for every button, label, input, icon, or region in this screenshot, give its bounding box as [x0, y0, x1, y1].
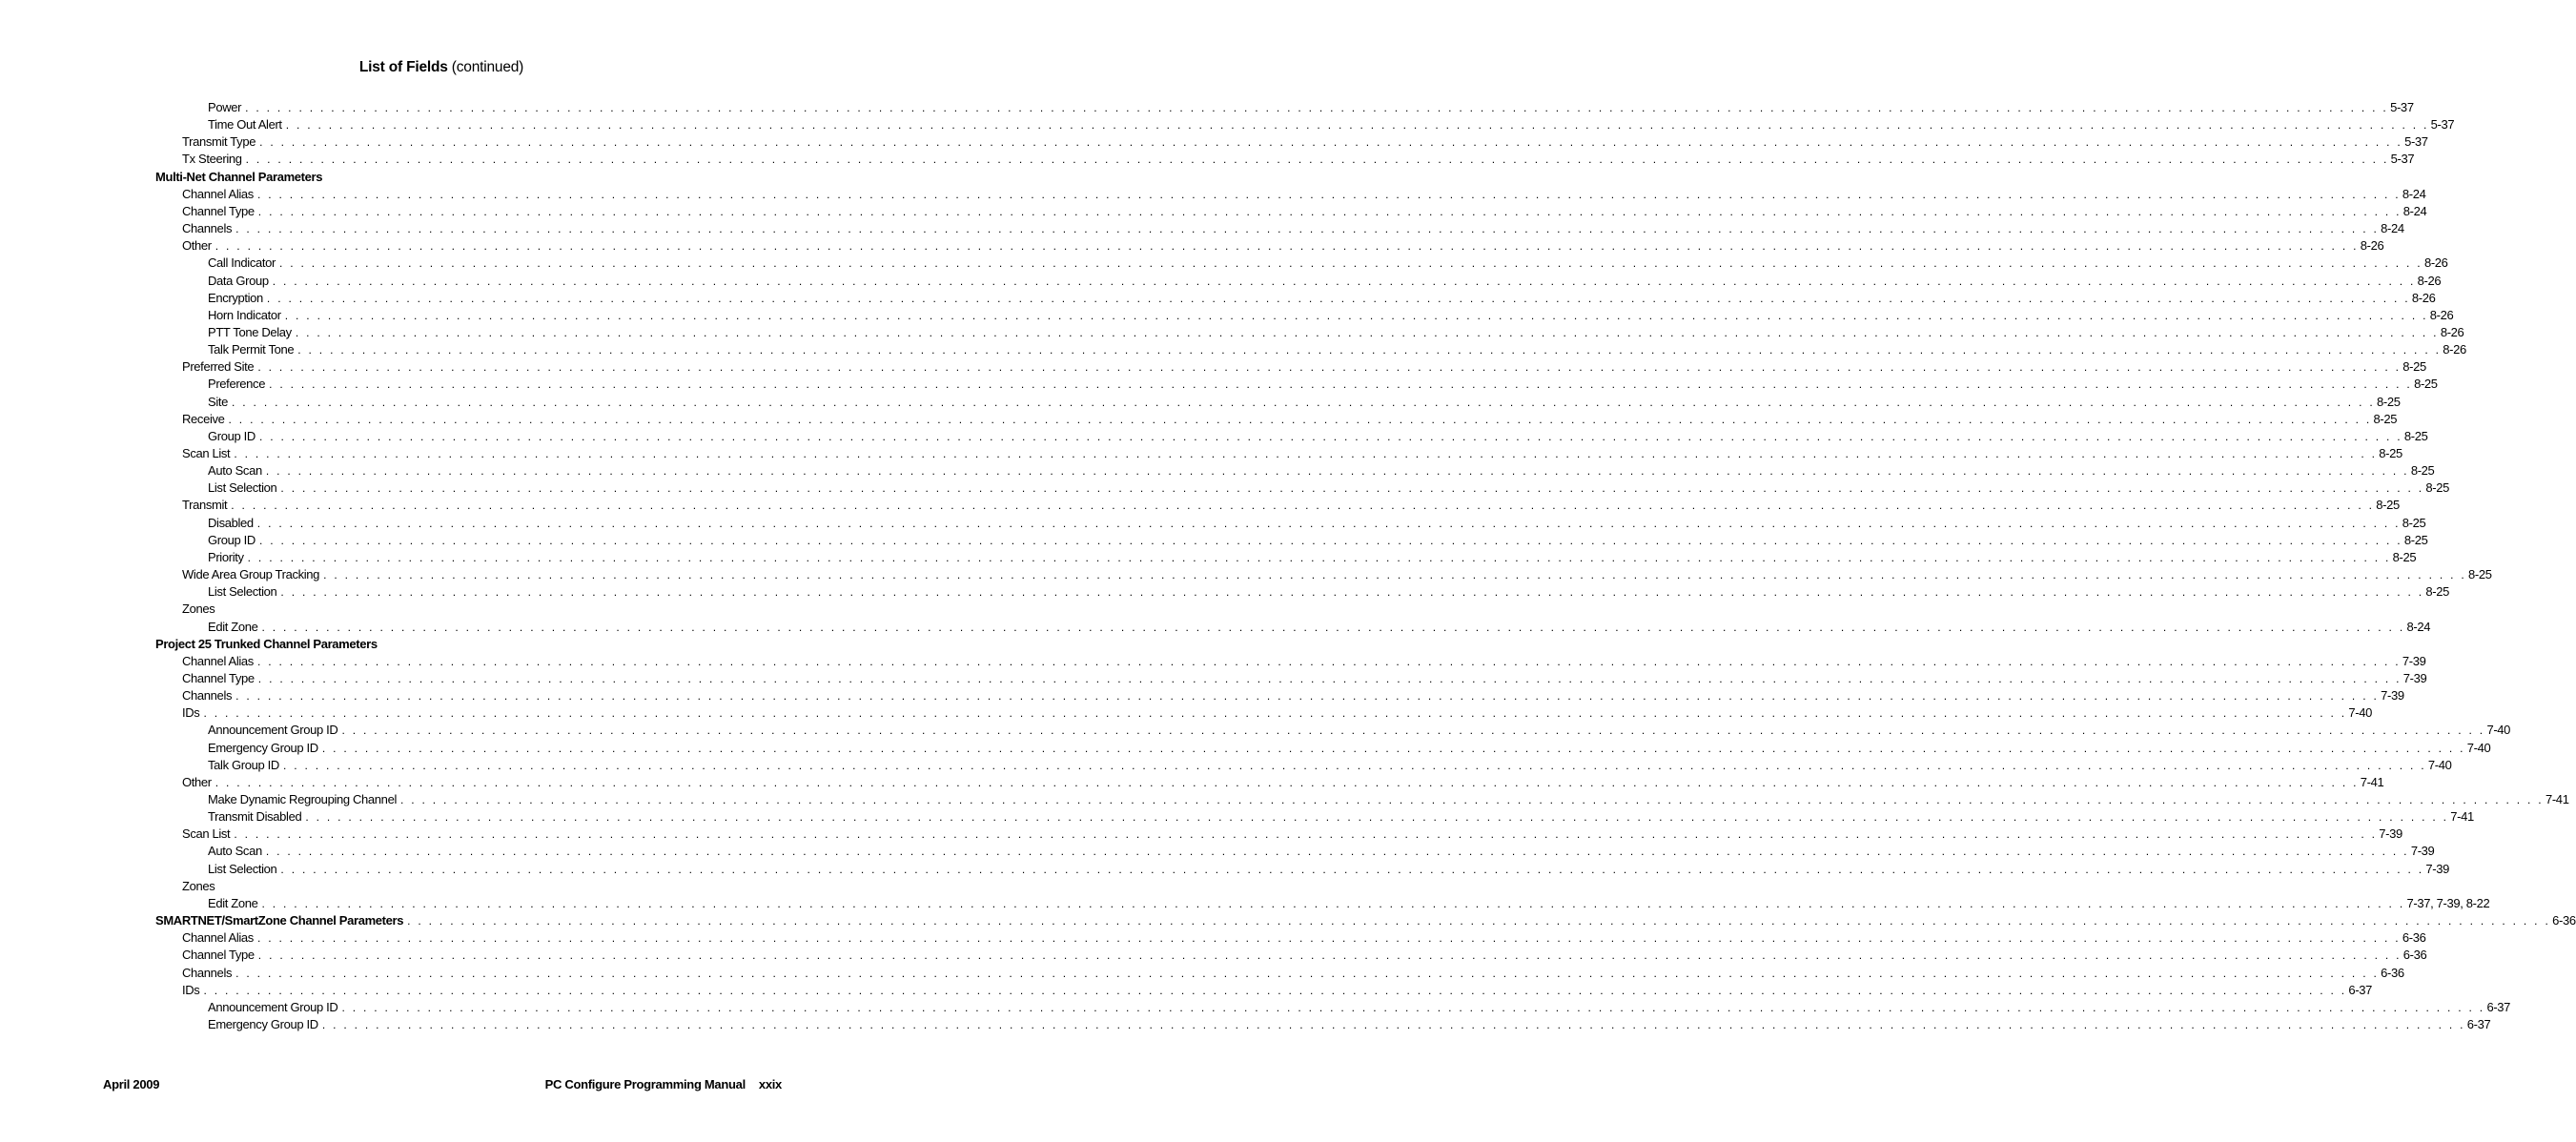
index-entry-label: Zones: [182, 878, 215, 893]
footer-date: April 2009: [103, 1077, 160, 1091]
index-entry-label: Channels: [182, 965, 233, 980]
index-entry: [0, 774, 2384, 791]
index-entry-label: Transmit Type: [182, 134, 256, 150]
index-entry-page: 5-37: [2430, 117, 2455, 133]
index-entry: [0, 843, 2435, 860]
dot-leader: . . . . . . . . . . . . . . . . . . . . . . . . . . . . . . . . . . . . . . . . . . . . . . . . . . . . . . . . . . . . . . . . . . . . . . . . . . . . . . . . . . . . . . . . . . . . . . . . . . . . . . . . . . . . . . . . . . . . . . . . . . . . . . . . . . . . . . . . . . . . . . . . . . . . . . . . . . . . . . . . . . . . . . . . . . . . . . . . . . . . . . . . . . . . . . . . . . . . . . . .: [284, 308, 2428, 322]
index-entry-label: IDs: [182, 705, 200, 721]
index-entry-label: Emergency Group ID: [208, 1016, 318, 1031]
dot-leader: . . . . . . . . . . . . . . . . . . . . . . . . . . . . . . . . . . . . . . . . . . . . . . . . . . . . . . . . . . . . . . . . . . . . . . . . . . . . . . . . . . . . . . . . . . . . . . . . . . . . . . . . . . . . . . . . . . . . . . . . . . . . . . . . . . . . . . . . . . . . . . . . . . . . . . . . . . . . . . . . . . . . . . . . . . . . . . . . . . . . . . . . . . . . . . . . . . . . . . . .: [257, 204, 2402, 218]
index-entry-page: 7-39: [2410, 844, 2435, 859]
dot-leader: . . . . . . . . . . . . . . . . . . . . . . . . . . . . . . . . . . . . . . . . . . . . . . . . . . . . . . . . . . . . . . . . . . . . . . . . . . . . . . . . . . . . . . . . . . . . . . . . . . . . . . . . . . . . . . . . . . . . . . . . . . . . . . . . . . . . . . . . . . . . . . . . . . . . . . . . . . . . . . . . . . . . . . . . . . . . . . . . . . . . . . . . . . . . . . . . . . . . . . . .: [203, 983, 2347, 997]
footer-manual-title: [545, 1077, 782, 1091]
index-entry-label: Channel Alias: [182, 186, 254, 201]
index-entry: [0, 722, 2511, 739]
dot-leader: . . . . . . . . . . . . . . . . . . . . . . . . . . . . . . . . . . . . . . . . . . . . . . . . . . . . . . . . . . . . . . . . . . . . . . . . . . . . . . . . . . . . . . . . . . . . . . . . . . . . . . . . . . . . . . . . . . . . . . . . . . . . . . . . . . . . . . . . . . . . . . . . . . . . . . . . . . . . . . . . . . . . . . . . . . . . . . . . . . . . . . . . . . . . . . . . . . . . . . . .: [228, 412, 2372, 426]
dot-leader: . . . . . . . . . . . . . . . . . . . . . . . . . . . . . . . . . . . . . . . . . . . . . . . . . . . . . . . . . . . . . . . . . . . . . . . . . . . . . . . . . . . . . . . . . . . . . . . . . . . . . . . . . . . . . . . . . . . . . . . . . . . . . . . . . . . . . . . . . . . . . . . . . . . . . . . . . . . . . . . . . . . . . . . . . . . . . . . . . . . . . . . . . . . . . . . . . . . . . . . .: [215, 775, 2359, 789]
index-entry-label: Preference: [208, 377, 266, 392]
index-entry-page: 7-41: [2360, 774, 2384, 789]
index-entry: [0, 965, 2404, 982]
index-entry-page: 6-36: [2402, 930, 2426, 946]
index-entry-page: 8-25: [2402, 515, 2426, 530]
index-entry-label: Preferred Site: [182, 359, 255, 375]
index-entry-label: List Selection: [208, 584, 277, 600]
page-title-continued: (continued): [447, 59, 524, 75]
index-entry-label: Wide Area Group Tracking: [182, 567, 320, 582]
index-entry: [0, 324, 2464, 341]
index-entry-label: Group ID: [208, 532, 256, 547]
index-entry: [0, 358, 2426, 376]
index-entry-label: Channels: [182, 688, 233, 704]
index-entry: [0, 394, 2401, 411]
index-entry-label: Channel Alias: [182, 653, 254, 668]
dot-leader: . . . . . . . . . . . . . . . . . . . . . . . . . . . . . . . . . . . . . . . . . . . . . . . . . . . . . . . . . . . . . . . . . . . . . . . . . . . . . . . . . . . . . . . . . . . . . . . . . . . . . . . . . . . . . . . . . . . . . . . . . . . . . . . . . . . . . . . . . . . . . . . . . . . . . . . . . . . . . . . . . . . . . . . . . . . . . . . . . . . . . . . . . . . . . . . . . . . . . . . .: [259, 135, 2403, 150]
index-entry-label: Priority: [208, 549, 244, 564]
index-entry-page: 8-25: [2468, 567, 2492, 582]
index-entry-page: 7-40: [2427, 757, 2452, 772]
index-entry: [0, 549, 2417, 566]
index-entry-page: 7-41: [2450, 809, 2474, 825]
index-entry-page: 8-24: [2381, 221, 2404, 236]
index-entry-label: IDs: [182, 982, 200, 997]
index-entry-page: 8-26: [2443, 342, 2466, 357]
index-entry: [0, 220, 2404, 237]
dot-leader: . . . . . . . . . . . . . . . . . . . . . . . . . . . . . . . . . . . . . . . . . . . . . . . . . . . . . . . . . . . . . . . . . . . . . . . . . . . . . . . . . . . . . . . . . . . . . . . . . . . . . . . . . . . . . . . . . . . . . . . . . . . . . . . . . . . . . . . . . . . . . . . . . . . . . . . . . . . . . . . . . . . . . . . . . . . . . . . . . . . . . . . . . . . . . . . . . . . . . . . .: [261, 620, 2405, 634]
dot-leader: . . . . . . . . . . . . . . . . . . . . . . . . . . . . . . . . . . . . . . . . . . . . . . . . . . . . . . . . . . . . . . . . . . . . . . . . . . . . . . . . . . . . . . . . . . . . . . . . . . . . . . . . . . . . . . . . . . . . . . . . . . . . . . . . . . . . . . . . . . . . . . . . . . . . . . . . . . . . . . . . . . . . . . . . . . . . . . . . . . . . . . . . . . . . . . . . . . . . . . . .: [256, 654, 2401, 668]
dot-leader: . . . . . . . . . . . . . . . . . . . . . . . . . . . . . . . . . . . . . . . . . . . . . . . . . . . . . . . . . . . . . . . . . . . . . . . . . . . . . . . . . . . . . . . . . . . . . . . . . . . . . . . . . . . . . . . . . . . . . . . . . . . . . . . . . . . . . . . . . . . . . . . . . . . . . . . . . . . . . . . . . . . . . . . . . . . . . . . . . . . . . . . . . . . . . . . . . . . . . . . .: [234, 447, 2378, 460]
dot-leader: . . . . . . . . . . . . . . . . . . . . . . . . . . . . . . . . . . . . . . . . . . . . . . . . . . . . . . . . . . . . . . . . . . . . . . . . . . . . . . . . . . . . . . . . . . . . . . . . . . . . . . . . . . . . . . . . . . . . . . . . . . . . . . . . . . . . . . . . . . . . . . . . . . . . . . . . . . . . . . . . . . . . . . . . . . . . . . . . . . . . . . . . . . . . . . . . . . . . . . . .: [272, 274, 2416, 288]
index-entry: [0, 895, 2490, 912]
dot-leader: . . . . . . . . . . . . . . . . . . . . . . . . . . . . . . . . . . . . . . . . . . . . . . . . . . . . . . . . . . . . . . . . . . . . . . . . . . . . . . . . . . . . . . . . . . . . . . . . . . . . . . . . . . . . . . . . . . . . . . . . . . . . . . . . . . . . . . . . . . . . . . . . . . . . . . . . . . . . . . . . . . . . . . . . . . . . . . . . . . . . . . . . . . . . . . . . . . . . . . . .: [232, 395, 2375, 409]
dot-leader: . . . . . . . . . . . . . . . . . . . . . . . . . . . . . . . . . . . . . . . . . . . . . . . . . . . . . . . . . . . . . . . . . . . . . . . . . . . . . . . . . . . . . . . . . . . . . . . . . . . . . . . . . . . . . . . . . . . . . . . . . . . . . . . . . . . . . . . . . . . . . . . . . . . . . . . . . . . . . . . . . . . . . . . . . . . . . . . . . . . . . . . . . . . . . . . . . . . . . . . .: [280, 862, 2424, 876]
dot-leader: . . . . . . . . . . . . . . . . . . . . . . . . . . . . . . . . . . . . . . . . . . . . . . . . . . . . . . . . . . . . . . . . . . . . . . . . . . . . . . . . . . . . . . . . . . . . . . . . . . . . . . . . . . . . . . . . . . . . . . . . . . . . . . . . . . . . . . . . . . . . . . . . . . . . . . . . . . . . . . . . . . . . . . . . . . . . . . . . . . . . . . . . . . . . . . . . . . . . . . . .: [280, 481, 2424, 496]
index-entry: [0, 947, 2427, 964]
index-entry-page: 6-37: [2486, 999, 2511, 1014]
index-entry-page: 7-39: [2381, 688, 2404, 704]
index-entry-page: 8-25: [2376, 498, 2400, 513]
dot-leader: . . . . . . . . . . . . . . . . . . . . . . . . . . . . . . . . . . . . . . . . . . . . . . . . . . . . . . . . . . . . . . . . . . . . . . . . . . . . . . . . . . . . . . . . . . . . . . . . . . . . . . . . . . . . . . . . . . . . . . . . . . . . . . . . . . . . . . . . . . . . . . . . . . . . . . . . . . . . . . . . . . . . . . . . . . . . . . . . . . . . . . . . . . . . . . . . . . . . . . . .: [305, 810, 2449, 825]
index-entry-page: 5-37: [2390, 152, 2415, 167]
index-entry-page: 8-26: [2429, 307, 2454, 322]
index-entry-label: Channel Alias: [182, 930, 254, 946]
index-entry-label: Talk Group ID: [208, 757, 279, 772]
index-entry-label: Auto Scan: [208, 463, 262, 479]
index-entry: [0, 497, 2400, 514]
index-entry: [0, 515, 2426, 532]
index-entry-label: Edit Zone: [208, 619, 258, 634]
index-entry-label: Transmit: [182, 498, 228, 513]
index-entry-label: Make Dynamic Regrouping Channel: [208, 792, 397, 806]
index-entry-page: 8-24: [2402, 186, 2426, 201]
index-entry: [0, 601, 883, 618]
footer-page-number: xxix: [758, 1077, 782, 1091]
index-entry: [0, 411, 2398, 428]
index-entry-page: 7-39: [2402, 653, 2426, 668]
index-entry-label: Talk Permit Tone: [208, 342, 295, 357]
index-entry: [0, 670, 2427, 687]
index-entry-page: 7-40: [2486, 723, 2511, 738]
dot-leader: . . . . . . . . . . . . . . . . . . . . . . . . . . . . . . . . . . . . . . . . . . . . . . . . . . . . . . . . . . . . . . . . . . . . . . . . . . . . . . . . . . . . . . . . . . . . . . . . . . . . . . . . . . . . . . . . . . . . . . . . . . . . . . . . . . . . . . . . . . . . . . . . . . . . . . . . . . . . . . . . . . . . . . . . . . . . . . . . . . . . . . . . . . . . . . . . . . . . . . . .: [257, 360, 2402, 375]
index-entry: [0, 186, 2426, 203]
dot-leader: . . . . . . . . . . . . . . . . . . . . . . . . . . . . . . . . . . . . . . . . . . . . . . . . . . . . . . . . . . . . . . . . . . . . . . . . . . . . . . . . . . . . . . . . . . . . . . . . . . . . . . . . . . . . . . . . . . . . . . . . . . . . . . . . . . . . . . . . . . . . . . . . . . . . . . . . . . . . . . . . . . . . . . . . . . . . . . . . . . . . . . . . . . . . . . . . . . . . . . . .: [280, 585, 2424, 600]
index-entry-label: Power: [208, 100, 242, 114]
dot-leader: . . . . . . . . . . . . . . . . . . . . . . . . . . . . . . . . . . . . . . . . . . . . . . . . . . . . . . . . . . . . . . . . . . . . . . . . . . . . . . . . . . . . . . . . . . . . . . . . . . . . . . . . . . . . . . . . . . . . . . . . . . . . . . . . . . . . . . . . . . . . . . . . . . . . . . . . . . . . . . . . . . . . . . . . . . . . . . . . . . . . . . . . . . . . . . . . . . . . . . . .: [258, 429, 2402, 443]
index-entry: [0, 757, 2452, 774]
dot-leader: . . . . . . . . . . . . . . . . . . . . . . . . . . . . . . . . . . . . . . . . . . . . . . . . . . . . . . . . . . . . . . . . . . . . . . . . . . . . . . . . . . . . . . . . . . . . . . . . . . . . . . . . . . . . . . . . . . . . . . . . . . . . . . . . . . . . . . . . . . . . . . . . . . . . . . . . . . . . . . . . . . . . . . . . . . . . . . . . . . . . . . . . . . . . . . . . . . . . . . . .: [245, 101, 2389, 114]
index-entry-label: Edit Zone: [208, 895, 258, 910]
dot-leader: . . . . . . . . . . . . . . . . . . . . . . . . . . . . . . . . . . . . . . . . . . . . . . . . . . . . . . . . . . . . . . . . . . . . . . . . . . . . . . . . . . . . . . . . . . . . . . . . . . . . . . . . . . . . . . . . . . . . . . . . . . . . . . . . . . . . . . . . . . . . . . . . . . . . . . . . . . . . . . . . . . . . . . . . . . . . . . . . . . . . . . . . . . . . . . . . . . . . . . . .: [278, 256, 2423, 271]
dot-leader: . . . . . . . . . . . . . . . . . . . . . . . . . . . . . . . . . . . . . . . . . . . . . . . . . . . . . . . . . . . . . . . . . . . . . . . . . . . . . . . . . . . . . . . . . . . . . . . . . . . . . . . . . . . . . . . . . . . . . . . . . . . . . . . . . . . . . . . . . . . . . . . . . . . . . . . . . . . . . . . . . . . . . . . . . . . . . . . . . . . . . . . . . . . . . . . . . . . . . . . .: [323, 568, 2467, 582]
index-entry-page: 8-26: [2417, 273, 2442, 288]
index-entry-page: 8-26: [2440, 324, 2464, 339]
dot-leader: . . . . . . . . . . . . . . . . . . . . . . . . . . . . . . . . . . . . . . . . . . . . . . . . . . . . . . . . . . . . . . . . . . . . . . . . . . . . . . . . . . . . . . . . . . . . . . . . . . . . . . . . . . . . . . . . . . . . . . . . . . . . . . . . . . . . . . . . . . . . . . . . . . . . . . . . . . . . . . . . . . . . . . . . . . . . . . . . . . . . . . . . . . . . . . . . . . . . . . . .: [247, 550, 2391, 564]
index-entry-page: 8-25: [2379, 446, 2402, 460]
index-entry-label: Time Out Alert: [208, 117, 282, 133]
index-entry: [0, 636, 883, 653]
index-entry-label: Disabled: [208, 515, 254, 530]
index-entry-label: Zones: [182, 602, 215, 617]
index-entry: [0, 462, 2435, 479]
dot-leader: . . . . . . . . . . . . . . . . . . . . . . . . . . . . . . . . . . . . . . . . . . . . . . . . . . . . . . . . . . . . . . . . . . . . . . . . . . . . . . . . . . . . . . . . . . . . . . . . . . . . . . . . . . . . . . . . . . . . . . . . . . . . . . . . . . . . . . . . . . . . . . . . . . . . . . . . . . . . . . . . . . . . . . . . . . . . . . . . . . . . . . . . . . . . . . . . . . . . . . . .: [269, 377, 2413, 392]
dot-leader: . . . . . . . . . . . . . . . . . . . . . . . . . . . . . . . . . . . . . . . . . . . . . . . . . . . . . . . . . . . . . . . . . . . . . . . . . . . . . . . . . . . . . . . . . . . . . . . . . . . . . . . . . . . . . . . . . . . . . . . . . . . . . . . . . . . . . . . . . . . . . . . . . . . . . . . . . . . . . . . . . . . . . . . . . . . . . . . . . . . . . . . . . . . . . . . . . . . . . . . .: [203, 706, 2347, 721]
index-entry-label: Scan List: [182, 826, 231, 842]
dot-leader: . . . . . . . . . . . . . . . . . . . . . . . . . . . . . . . . . . . . . . . . . . . . . . . . . . . . . . . . . . . . . . . . . . . . . . . . . . . . . . . . . . . . . . . . . . . . . . . . . . . . . . . . . . . . . . . . . . . . . . . . . . . . . . . . . . . . . . . . . . . . . . . . . . . . . . . . . . . . . . . . . . . . . . . . . . . . . . . . . . . . . . . . . . . . . . . . . . . . . . . .: [295, 325, 2439, 339]
index-entry-label: Encryption: [208, 290, 263, 305]
index-entry: [0, 532, 2428, 549]
index-entry-page: 5-37: [2404, 134, 2428, 150]
index-entry: [0, 808, 2474, 826]
index-entry-label: Project 25 Trunked Channel Parameters: [155, 636, 378, 651]
index-entry-page: 8-25: [2373, 411, 2398, 426]
index-entry: [0, 1016, 2491, 1033]
dot-leader: . . . . . . . . . . . . . . . . . . . . . . . . . . . . . . . . . . . . . . . . . . . . . . . . . . . . . . . . . . . . . . . . . . . . . . . . . . . . . . . . . . . . . . . . . . . . . . . . . . . . . . . . . . . . . . . . . . . . . . . . . . . . . . . . . . . . . . . . . . . . . . . . . . . . . . . . . . . . . . . . . . . . . . . . . . . . . . . . . . . . . . . . . . . . . . . . . . . . . . . .: [285, 118, 2429, 133]
index-entry: [0, 566, 2492, 583]
index-entry: [0, 116, 2455, 133]
index-entry-page: 7-39: [2425, 861, 2450, 876]
index-entry-page: 8-26: [2411, 290, 2436, 305]
dot-leader: . . . . . . . . . . . . . . . . . . . . . . . . . . . . . . . . . . . . . . . . . . . . . . . . . . . . . . . . . . . . . . . . . . . . . . . . . . . . . . . . . . . . . . . . . . . . . . . . . . . . . . . . . . . . . . . . . . . . . . . . . . . . . . . . . . . . . . . . . . . . . . . . . . . . . . . . . . . . . . . . . . . . . . . . . . . . . . . . . . . . . . . . . . . . . . . . . . . . . . . .: [256, 187, 2401, 201]
dot-leader: . . . . . . . . . . . . . . . . . . . . . . . . . . . . . . . . . . . . . . . . . . . . . . . . . . . . . . . . . . . . . . . . . . . . . . . . . . . . . . . . . . . . . . . . . . . . . . . . . . . . . . . . . . . . . . . . . . . . . . . . . . . . . . . . . . . . . . . . . . . . . . . . . . . . . . . . . . . . . . . . . . . . . . . . . . . . . . . . . . . . . . . . . . . . . . . . . . . . . . . .: [341, 724, 2485, 738]
index-entry-page: 5-37: [2390, 100, 2414, 114]
index-entry: [0, 982, 2373, 999]
index-entry: [0, 653, 2426, 670]
index-entry-label: PTT Tone Delay: [208, 324, 292, 339]
index-entry: [0, 376, 2438, 393]
index-entry-label: Receive: [182, 411, 225, 426]
index-entry-page: 6-36: [2402, 948, 2427, 963]
index-entry-label: Data Group: [208, 273, 269, 288]
index-entry-label: Channel Type: [182, 670, 255, 685]
index-entry-label: Call Indicator: [208, 255, 276, 271]
index-entry-page: 8-24: [2402, 203, 2427, 218]
index-entry: [0, 255, 2448, 272]
index-entry: [0, 619, 2431, 636]
index-entry-label: Horn Indicator: [208, 307, 281, 322]
dot-leader: . . . . . . . . . . . . . . . . . . . . . . . . . . . . . . . . . . . . . . . . . . . . . . . . . . . . . . . . . . . . . . . . . . . . . . . . . . . . . . . . . . . . . . . . . . . . . . . . . . . . . . . . . . . . . . . . . . . . . . . . . . . . . . . . . . . . . . . . . . . . . . . . . . . . . . . . . . . . . . . . . . . . . . . . . . . . . . . . . . . . . . . . . . . . . . . . . . . . . . . .: [266, 291, 2410, 305]
index-entry-label: SMARTNET/SmartZone Channel Parameters: [155, 913, 404, 928]
index-entry-label: Other: [182, 774, 212, 789]
dot-leader: . . . . . . . . . . . . . . . . . . . . . . . . . . . . . . . . . . . . . . . . . . . . . . . . . . . . . . . . . . . . . . . . . . . . . . . . . . . . . . . . . . . . . . . . . . . . . . . . . . . . . . . . . . . . . . . . . . . . . . . . . . . . . . . . . . . . . . . . . . . . . . . . . . . . . . . . . . . . . . . . . . . . . . . . . . . . . . . . . . . . . . . . . . . . . . . . . . . . . . . .: [297, 343, 2442, 357]
dot-leader: . . . . . . . . . . . . . . . . . . . . . . . . . . . . . . . . . . . . . . . . . . . . . . . . . . . . . . . . . . . . . . . . . . . . . . . . . . . . . . . . . . . . . . . . . . . . . . . . . . . . . . . . . . . . . . . . . . . . . . . . . . . . . . . . . . . . . . . . . . . . . . . . . . . . . . . . . . . . . . . . . . . . . . . . . . . . . . . . . . . . . . . . . . . . . . . . . . . . . . . .: [245, 153, 2389, 167]
index-entry-label: Other: [182, 238, 212, 254]
index-entry-page: 6-37: [2466, 1016, 2491, 1031]
index-entry: [0, 479, 2450, 497]
index-entry-page: 8-24: [2406, 619, 2431, 634]
index-entry-page: 8-25: [2403, 532, 2428, 547]
index-entry: [0, 999, 2511, 1016]
index-entry-label: Transmit Disabled: [208, 809, 302, 825]
index-entry-page: 7-39: [2402, 670, 2427, 685]
index-entry: [0, 791, 2569, 808]
index-entry-page: 7-40: [2466, 740, 2491, 755]
index-entry: [0, 203, 2427, 220]
page-title-main: List of Fields: [358, 59, 448, 75]
dot-leader: . . . . . . . . . . . . . . . . . . . . . . . . . . . . . . . . . . . . . . . . . . . . . . . . . . . . . . . . . . . . . . . . . . . . . . . . . . . . . . . . . . . . . . . . . . . . . . . . . . . . . . . . . . . . . . . . . . . . . . . . . . . . . . . . . . . . . . . . . . . . . . . . . . . . . . . . . . . . . . . . . . . . . . . . . . . . . . . . . . . . . . . . . . . . . . . . . . . . . . . .: [261, 896, 2405, 910]
index-entry: [0, 878, 883, 895]
index-entry: [0, 133, 2428, 151]
index-entry-page: 8-25: [2425, 480, 2450, 496]
index-entry-label: Channel Type: [182, 948, 255, 963]
index-entry-page: 6-36: [2381, 965, 2404, 980]
dot-leader: . . . . . . . . . . . . . . . . . . . . . . . . . . . . . . . . . . . . . . . . . . . . . . . . . . . . . . . . . . . . . . . . . . . . . . . . . . . . . . . . . . . . . . . . . . . . . . . . . . . . . . . . . . . . . . . . . . . . . . . . . . . . . . . . . . . . . . . . . . . . . . . . . . . . . . . . . . . . . . . . . . . . . . . . . . . . . . . . . . . . . . . . . . . . . . . . . . . . . . . .: [257, 671, 2402, 685]
index-entry-label: List Selection: [208, 480, 277, 496]
dot-leader: . . . . . . . . . . . . . . . . . . . . . . . . . . . . . . . . . . . . . . . . . . . . . . . . . . . . . . . . . . . . . . . . . . . . . . . . . . . . . . . . . . . . . . . . . . . . . . . . . . . . . . . . . . . . . . . . . . . . . . . . . . . . . . . . . . . . . . . . . . . . . . . . . . . . . . . . . . . . . . . . . . . . . . . . . . . . . . . . . . . . . . . . . . . . . . . . . . . . . . . .: [265, 464, 2409, 479]
index-entry-label: Announcement Group ID: [208, 723, 338, 738]
index-entry-page: 7-41: [2545, 792, 2569, 806]
index-entry: [0, 583, 2450, 601]
index-entry-page: 8-25: [2414, 377, 2438, 392]
dot-leader: . . . . . . . . . . . . . . . . . . . . . . . . . . . . . . . . . . . . . . . . . . . . . . . . . . . . . . . . . . . . . . . . . . . . . . . . . . . . . . . . . . . . . . . . . . . . . . . . . . . . . . . . . . . . . . . . . . . . . . . . . . . . . . . . . . . . . . . . . . . . . . . . . . . . . . . . . . . . . . . . . . . . . . . . . . . . . . . . . . . . . . . . . . . . . . . . . . . . . . . .: [321, 1017, 2465, 1031]
footer-title-text: PC Configure Programming Manual: [544, 1077, 746, 1091]
dot-leader: . . . . . . . . . . . . . . . . . . . . . . . . . . . . . . . . . . . . . . . . . . . . . . . . . . . . . . . . . . . . . . . . . . . . . . . . . . . . . . . . . . . . . . . . . . . . . . . . . . . . . . . . . . . . . . . . . . . . . . . . . . . . . . . . . . . . . . . . . . . . . . . . . . . . . . . . . . . . . . . . . . . . . . . . . . . . . . . . . . . . . . . . . . . . . . . . . . . . . . . .: [235, 966, 2380, 980]
index-entry: [0, 273, 2442, 290]
dot-leader: . . . . . . . . . . . . . . . . . . . . . . . . . . . . . . . . . . . . . . . . . . . . . . . . . . . . . . . . . . . . . . . . . . . . . . . . . . . . . . . . . . . . . . . . . . . . . . . . . . . . . . . . . . . . . . . . . . . . . . . . . . . . . . . . . . . . . . . . . . . . . . . . . . . . . . . . . . . . . . . . . . . . . . . . . . . . . . . . . . . . . . . . . . . . . . . . . . . . . . . .: [341, 1000, 2485, 1014]
dot-leader: . . . . . . . . . . . . . . . . . . . . . . . . . . . . . . . . . . . . . . . . . . . . . . . . . . . . . . . . . . . . . . . . . . . . . . . . . . . . . . . . . . . . . . . . . . . . . . . . . . . . . . . . . . . . . . . . . . . . . . . . . . . . . . . . . . . . . . . . . . . . . . . . . . . . . . . . . . . . . . . . . . . . . . . . . . . . . . . . . . . . . . . . . . . . . . . . . . . . . . . .: [399, 793, 2544, 806]
index-entry: [0, 740, 2491, 757]
index-entry-page: 7-40: [2348, 705, 2373, 721]
dot-leader: . . . . . . . . . . . . . . . . . . . . . . . . . . . . . . . . . . . . . . . . . . . . . . . . . . . . . . . . . . . . . . . . . . . . . . . . . . . . . . . . . . . . . . . . . . . . . . . . . . . . . . . . . . . . . . . . . . . . . . . . . . . . . . . . . . . . . . . . . . . . . . . . . . . . . . . . . . . . . . . . . . . . . . . . . . . . . . . . . . . . . . . . . . . . . . . . . . . . . . . .: [231, 499, 2375, 513]
index-entry-page: 8-26: [2360, 238, 2384, 254]
dot-leader: . . . . . . . . . . . . . . . . . . . . . . . . . . . . . . . . . . . . . . . . . . . . . . . . . . . . . . . . . . . . . . . . . . . . . . . . . . . . . . . . . . . . . . . . . . . . . . . . . . . . . . . . . . . . . . . . . . . . . . . . . . . . . . . . . . . . . . . . . . . . . . . . . . . . . . . . . . . . . . . . . . . . . . . . . . . . . . . . . . . . . . . . . . . . . . . . . . . . . . . .: [407, 914, 2551, 928]
index-entry: [0, 687, 2404, 704]
dot-leader: . . . . . . . . . . . . . . . . . . . . . . . . . . . . . . . . . . . . . . . . . . . . . . . . . . . . . . . . . . . . . . . . . . . . . . . . . . . . . . . . . . . . . . . . . . . . . . . . . . . . . . . . . . . . . . . . . . . . . . . . . . . . . . . . . . . . . . . . . . . . . . . . . . . . . . . . . . . . . . . . . . . . . . . . . . . . . . . . . . . . . . . . . . . . . . . . . . . . . . . .: [256, 931, 2401, 946]
index-entry-label: Scan List: [182, 446, 231, 460]
index-entry: [0, 151, 2415, 168]
dot-leader: . . . . . . . . . . . . . . . . . . . . . . . . . . . . . . . . . . . . . . . . . . . . . . . . . . . . . . . . . . . . . . . . . . . . . . . . . . . . . . . . . . . . . . . . . . . . . . . . . . . . . . . . . . . . . . . . . . . . . . . . . . . . . . . . . . . . . . . . . . . . . . . . . . . . . . . . . . . . . . . . . . . . . . . . . . . . . . . . . . . . . . . . . . . . . . . . . . . . . . . .: [321, 741, 2465, 755]
index-entry: [0, 826, 2402, 843]
index-entry-label: Site: [208, 394, 229, 409]
dot-leader: . . . . . . . . . . . . . . . . . . . . . . . . . . . . . . . . . . . . . . . . . . . . . . . . . . . . . . . . . . . . . . . . . . . . . . . . . . . . . . . . . . . . . . . . . . . . . . . . . . . . . . . . . . . . . . . . . . . . . . . . . . . . . . . . . . . . . . . . . . . . . . . . . . . . . . . . . . . . . . . . . . . . . . . . . . . . . . . . . . . . . . . . . . . . . . . . . . . . . . . .: [235, 689, 2380, 704]
index-entry-page: 7-37, 7-39, 8-22: [2406, 895, 2490, 910]
index-entry-label: Tx Steering: [182, 152, 242, 167]
index-entry-label: Channel Type: [182, 203, 255, 218]
index-entry: [0, 428, 2428, 445]
dot-leader: . . . . . . . . . . . . . . . . . . . . . . . . . . . . . . . . . . . . . . . . . . . . . . . . . . . . . . . . . . . . . . . . . . . . . . . . . . . . . . . . . . . . . . . . . . . . . . . . . . . . . . . . . . . . . . . . . . . . . . . . . . . . . . . . . . . . . . . . . . . . . . . . . . . . . . . . . . . . . . . . . . . . . . . . . . . . . . . . . . . . . . . . . . . . . . . . . . . . . . . .: [258, 533, 2402, 547]
index-entry-page: 7-39: [2379, 826, 2402, 842]
index-entry-label: Emergency Group ID: [208, 740, 318, 755]
index-entry-page: 6-37: [2348, 982, 2373, 997]
page-title: [0, 59, 883, 76]
index-entry-page: 8-25: [2392, 549, 2417, 564]
index-entry: [0, 912, 2576, 929]
index-entry: [0, 307, 2454, 324]
index-entry-page: 8-25: [2410, 463, 2435, 479]
index-entry: [0, 445, 2402, 462]
dot-leader: . . . . . . . . . . . . . . . . . . . . . . . . . . . . . . . . . . . . . . . . . . . . . . . . . . . . . . . . . . . . . . . . . . . . . . . . . . . . . . . . . . . . . . . . . . . . . . . . . . . . . . . . . . . . . . . . . . . . . . . . . . . . . . . . . . . . . . . . . . . . . . . . . . . . . . . . . . . . . . . . . . . . . . . . . . . . . . . . . . . . . . . . . . . . . . . . . . . . . . . .: [265, 845, 2409, 859]
index-entry: [0, 290, 2436, 307]
index-entry: [0, 861, 2450, 878]
dot-leader: . . . . . . . . . . . . . . . . . . . . . . . . . . . . . . . . . . . . . . . . . . . . . . . . . . . . . . . . . . . . . . . . . . . . . . . . . . . . . . . . . . . . . . . . . . . . . . . . . . . . . . . . . . . . . . . . . . . . . . . . . . . . . . . . . . . . . . . . . . . . . . . . . . . . . . . . . . . . . . . . . . . . . . . . . . . . . . . . . . . . . . . . . . . . . . . . . . . . . . . .: [257, 948, 2402, 963]
index-entry-page: 8-25: [2376, 394, 2401, 409]
index-entry: [0, 341, 2466, 358]
index-entry: [0, 704, 2373, 722]
index-entry-label: Channels: [182, 221, 233, 236]
index-entry-page: 8-26: [2423, 255, 2448, 271]
index-entry-page: 8-25: [2425, 584, 2450, 600]
index-entry-page: 8-25: [2402, 359, 2426, 375]
index-entry: [0, 929, 2426, 947]
index-entry-label: List Selection: [208, 861, 277, 876]
dot-leader: . . . . . . . . . . . . . . . . . . . . . . . . . . . . . . . . . . . . . . . . . . . . . . . . . . . . . . . . . . . . . . . . . . . . . . . . . . . . . . . . . . . . . . . . . . . . . . . . . . . . . . . . . . . . . . . . . . . . . . . . . . . . . . . . . . . . . . . . . . . . . . . . . . . . . . . . . . . . . . . . . . . . . . . . . . . . . . . . . . . . . . . . . . . . . . . . . . . . . . . .: [282, 758, 2426, 772]
index-entry-label: Group ID: [208, 428, 256, 443]
dot-leader: . . . . . . . . . . . . . . . . . . . . . . . . . . . . . . . . . . . . . . . . . . . . . . . . . . . . . . . . . . . . . . . . . . . . . . . . . . . . . . . . . . . . . . . . . . . . . . . . . . . . . . . . . . . . . . . . . . . . . . . . . . . . . . . . . . . . . . . . . . . . . . . . . . . . . . . . . . . . . . . . . . . . . . . . . . . . . . . . . . . . . . . . . . . . . . . . . . . . . . . .: [235, 222, 2380, 236]
index-entry-page: 6-36: [2552, 913, 2576, 928]
dot-leader: . . . . . . . . . . . . . . . . . . . . . . . . . . . . . . . . . . . . . . . . . . . . . . . . . . . . . . . . . . . . . . . . . . . . . . . . . . . . . . . . . . . . . . . . . . . . . . . . . . . . . . . . . . . . . . . . . . . . . . . . . . . . . . . . . . . . . . . . . . . . . . . . . . . . . . . . . . . . . . . . . . . . . . . . . . . . . . . . . . . . . . . . . . . . . . . . . . . . . . . .: [256, 516, 2401, 530]
index-entry-label: Multi-Net Channel Parameters: [155, 169, 323, 184]
dot-leader: . . . . . . . . . . . . . . . . . . . . . . . . . . . . . . . . . . . . . . . . . . . . . . . . . . . . . . . . . . . . . . . . . . . . . . . . . . . . . . . . . . . . . . . . . . . . . . . . . . . . . . . . . . . . . . . . . . . . . . . . . . . . . . . . . . . . . . . . . . . . . . . . . . . . . . . . . . . . . . . . . . . . . . . . . . . . . . . . . . . . . . . . . . . . . . . . . . . . . . . .: [215, 239, 2359, 254]
dot-leader: . . . . . . . . . . . . . . . . . . . . . . . . . . . . . . . . . . . . . . . . . . . . . . . . . . . . . . . . . . . . . . . . . . . . . . . . . . . . . . . . . . . . . . . . . . . . . . . . . . . . . . . . . . . . . . . . . . . . . . . . . . . . . . . . . . . . . . . . . . . . . . . . . . . . . . . . . . . . . . . . . . . . . . . . . . . . . . . . . . . . . . . . . . . . . . . . . . . . . . . .: [234, 827, 2378, 842]
index-entry-label: Auto Scan: [208, 844, 262, 859]
index-entry: [0, 99, 2414, 116]
index-entry-label: Announcement Group ID: [208, 999, 338, 1014]
index-entry: [0, 237, 2384, 255]
index-entry: [0, 169, 883, 186]
index-entry-page: 8-25: [2403, 428, 2428, 443]
